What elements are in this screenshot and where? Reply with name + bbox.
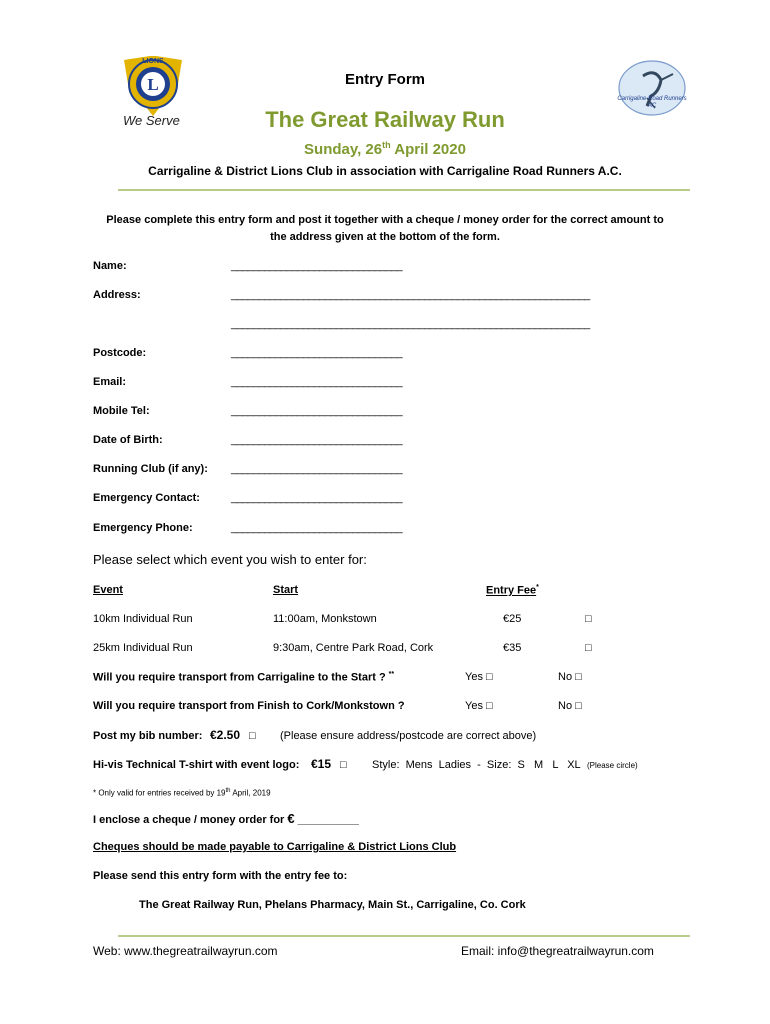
transport-start-yes[interactable]: Yes □ [465,671,493,683]
footnote-sup: th [225,788,231,794]
send-instructions: Please send this entry form with the entry fee to: [93,870,348,882]
fee-header-label: Entry Fee [486,584,537,597]
bib-price: €2.50 [210,728,241,742]
transport-question-start [93,671,394,684]
event-date-sup: th [382,140,391,150]
enclose-amount-field[interactable]: __________ [294,814,359,826]
bib-note: (Please ensure address/postcode are correct above) [280,730,537,742]
event-date [0,140,770,158]
dob-label: Date of Birth: [93,434,163,446]
postcode-field[interactable]: _______________________________ [231,347,403,359]
running-club-field[interactable]: _______________________________ [231,463,403,475]
tshirt-checkbox[interactable]: □ [340,759,347,771]
transport-finish-no[interactable]: No □ [558,700,582,712]
footnote-prefix: * Only valid for entries received by 19 [93,788,226,798]
address-field-line-2[interactable]: _________________________________________________________________ [231,318,590,330]
enclose-line [93,811,359,826]
tshirt-price: €15 [311,757,332,771]
start-header: Start [273,584,299,596]
enclose-text: I enclose a cheque / money order for [93,814,288,826]
event-date-suffix: April 2020 [390,141,466,158]
payable-note: Cheques should be made payable to Carrigaline & District Lions Club [93,841,457,853]
footer-web[interactable]: Web: www.thegreatrailwayrun.com [93,944,278,958]
fee-header [486,584,539,597]
transport-finish-yes[interactable]: Yes □ [465,700,493,712]
event-row-25km-name: 25km Individual Run [93,642,193,654]
lions-logo-text: LIONS [142,58,164,65]
event-row-10km-fee: €25 [503,613,522,625]
bib-checkbox[interactable]: □ [249,730,256,742]
event-title: The Great Railway Run [265,107,505,132]
tshirt-style-size[interactable]: Style: Mens Ladies - Size: S M L XL [372,759,581,771]
header-divider [118,189,690,191]
form-label: Entry Form [344,71,425,88]
event-header: Event [93,584,123,596]
svg-text:L: L [147,75,159,94]
transport-question-finish: Will you require transport from Finish to Cork/Monkstown ? [93,700,405,712]
transport-start-no[interactable]: No □ [558,671,582,683]
name-label: Name: [93,260,127,272]
emergency-contact-field[interactable]: _______________________________ [231,492,403,504]
dob-field[interactable]: _______________________________ [231,434,403,446]
intro-line-2: the address given at the bottom of the form. [270,231,500,243]
lions-motto: We Serve [123,113,180,128]
email-label: Email: [93,376,127,388]
enclose-euro: € [287,811,295,826]
event-row-25km-fee: €35 [503,642,522,654]
address-label: Address: [93,289,141,301]
name-field[interactable]: _______________________________ [231,260,403,272]
postal-address: The Great Railway Run, Phelans Pharmacy, Main St., Carrigaline, Co. Cork [139,899,526,911]
emergency-phone-label: Emergency Phone: [93,522,193,534]
tshirt-label: Hi-vis Technical T-shirt with event logo: [93,759,300,771]
footer-divider [118,935,690,937]
bib-label: Post my bib number: [93,730,203,742]
event-row-10km-checkbox[interactable]: □ [585,613,592,625]
footer-email[interactable]: Email: info@thegreatrailwayrun.com [461,944,654,958]
mobile-field[interactable]: _______________________________ [231,405,403,417]
emergency-contact-label: Emergency Contact: [93,492,200,504]
runners-logo-text: Carrigaline Road Runners AC [617,96,687,109]
transport-question-start-text: Will you require transport from Carrigaline to the Start ? [93,671,386,684]
event-date-prefix: Sunday, 26 [304,141,383,158]
emergency-phone-field[interactable]: _______________________________ [231,522,403,534]
address-field-line-1[interactable]: _________________________________________________________________ [231,289,590,301]
footnote-suffix: April, 2019 [230,788,271,798]
event-row-10km-name: 10km Individual Run [93,613,193,625]
event-row-25km-checkbox[interactable]: □ [585,642,592,654]
event-row-10km-start: 11:00am, Monkstown [273,613,377,625]
intro-line-1: Please complete this entry form and post it together with a cheque / money order for the correct amount to [106,214,664,226]
event-select-prompt: Please select which event you wish to enter for: [93,552,367,567]
email-field[interactable]: _______________________________ [231,376,403,388]
fee-header-sup: * [536,584,539,591]
transport-question-start-sup: ** [388,671,395,678]
mobile-label: Mobile Tel: [93,405,150,417]
footnote [93,788,271,798]
association-line: Carrigaline & District Lions Club in association with Carrigaline Road Runners A.C. [148,164,622,178]
running-club-label: Running Club (if any): [93,463,208,475]
postcode-label: Postcode: [93,347,147,359]
event-row-25km-start: 9:30am, Centre Park Road, Cork [273,642,434,654]
tshirt-circle-note: (Please circle) [587,761,638,770]
